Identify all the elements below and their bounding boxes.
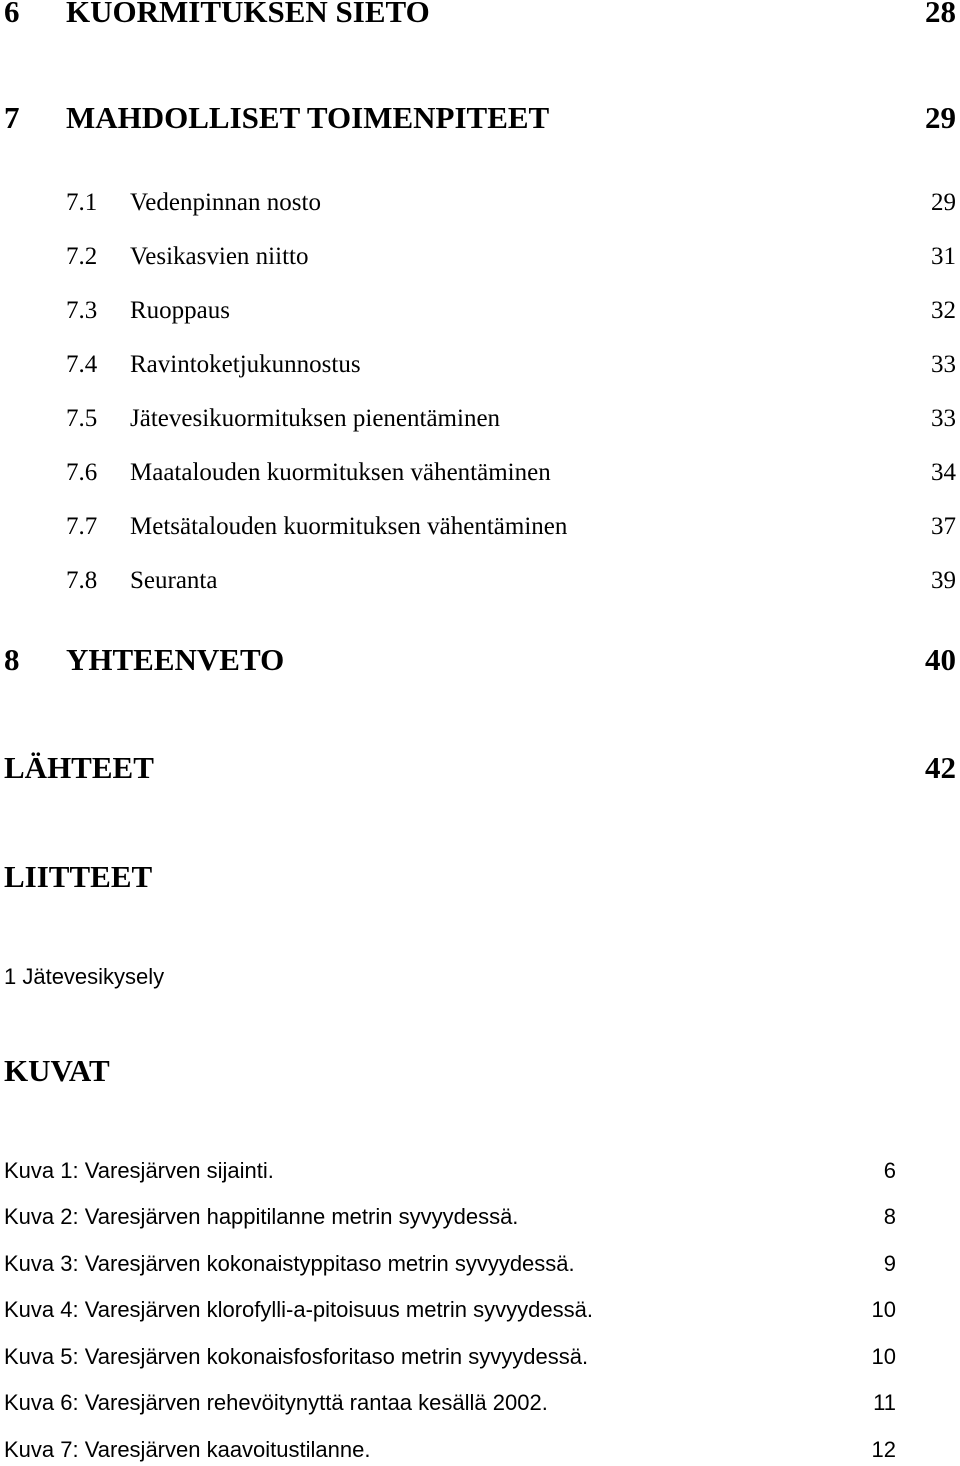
sources-title: LÄHTEET bbox=[4, 750, 154, 785]
subsection-title: Seuranta bbox=[130, 567, 218, 594]
subsection-title: Vedenpinnan nosto bbox=[130, 189, 321, 216]
subsection-title: Maatalouden kuormituksen vähentäminen bbox=[130, 459, 551, 486]
subsection-number: 7.6 bbox=[66, 459, 98, 486]
figure-title: Kuva 1: Varesjärven sijainti. bbox=[4, 1158, 274, 1183]
subsection-page: 33 bbox=[931, 405, 956, 432]
figure-page: 6 bbox=[883, 1158, 896, 1183]
chapter-title: MAHDOLLISET TOIMENPITEET bbox=[66, 100, 550, 135]
figure-page: 11 bbox=[873, 1390, 896, 1415]
figure-page: 10 bbox=[871, 1297, 896, 1322]
subsection-title: Jätevesikuormituksen pienentäminen bbox=[130, 405, 501, 432]
subsection-title: Metsätalouden kuormituksen vähentäminen bbox=[130, 513, 568, 540]
chapter-page: 40 bbox=[925, 642, 956, 677]
figure-title: Kuva 2: Varesjärven happitilanne metrin syvyydessä. bbox=[4, 1204, 519, 1229]
figure-title: Kuva 4: Varesjärven klorofylli-a-pitoisuus metrin syvyydessä. bbox=[4, 1297, 593, 1322]
figure-page: 12 bbox=[871, 1437, 896, 1462]
subsection-number: 7.7 bbox=[66, 513, 98, 540]
sources-page: 42 bbox=[925, 750, 956, 785]
subsection-number: 7.5 bbox=[66, 405, 98, 432]
subsection-number: 7.4 bbox=[66, 351, 98, 378]
figure-title: Kuva 3: Varesjärven kokonaistyppitaso metrin syvyydessä. bbox=[4, 1251, 575, 1276]
subsection-page: 31 bbox=[931, 243, 956, 270]
figure-title: Kuva 6: Varesjärven rehevöitynyttä rantaa kesällä 2002. bbox=[4, 1390, 548, 1415]
subsection-page: 39 bbox=[931, 567, 956, 594]
subsection-page: 33 bbox=[931, 351, 956, 378]
chapter-page: 29 bbox=[925, 100, 956, 135]
subsection-page: 34 bbox=[931, 459, 956, 486]
chapter-title: KUORMITUKSEN SIETO bbox=[66, 0, 430, 29]
subsection-page: 32 bbox=[931, 297, 956, 324]
subsection-title: Ruoppaus bbox=[130, 297, 230, 324]
appendices-title: LIITTEET bbox=[4, 859, 153, 894]
chapter-number: 6 bbox=[4, 0, 20, 29]
subsection-page: 29 bbox=[931, 189, 956, 216]
figures-title: KUVAT bbox=[4, 1053, 110, 1088]
subsection-page: 37 bbox=[931, 513, 956, 540]
figure-page: 9 bbox=[883, 1251, 896, 1276]
chapter-number: 8 bbox=[4, 642, 20, 677]
subsection-number: 7.3 bbox=[66, 297, 98, 324]
subsection-number: 7.1 bbox=[66, 189, 98, 216]
chapter-page: 28 bbox=[925, 0, 956, 29]
subsection-title: Ravintoketjukunnostus bbox=[130, 351, 361, 378]
figure-page: 10 bbox=[871, 1344, 896, 1369]
chapter-title: YHTEENVETO bbox=[66, 642, 285, 677]
figure-title: Kuva 7: Varesjärven kaavoitustilanne. bbox=[4, 1437, 371, 1462]
subsection-number: 7.8 bbox=[66, 567, 98, 594]
subsection-title: Vesikasvien niitto bbox=[130, 243, 309, 270]
figure-page: 8 bbox=[883, 1204, 896, 1229]
subsection-number: 7.2 bbox=[66, 243, 98, 270]
appendix-item-label: 1 Jätevesikysely bbox=[4, 964, 165, 989]
figure-title: Kuva 5: Varesjärven kokonaisfosforitaso metrin syvyydessä. bbox=[4, 1344, 589, 1369]
chapter-number: 7 bbox=[4, 100, 20, 135]
